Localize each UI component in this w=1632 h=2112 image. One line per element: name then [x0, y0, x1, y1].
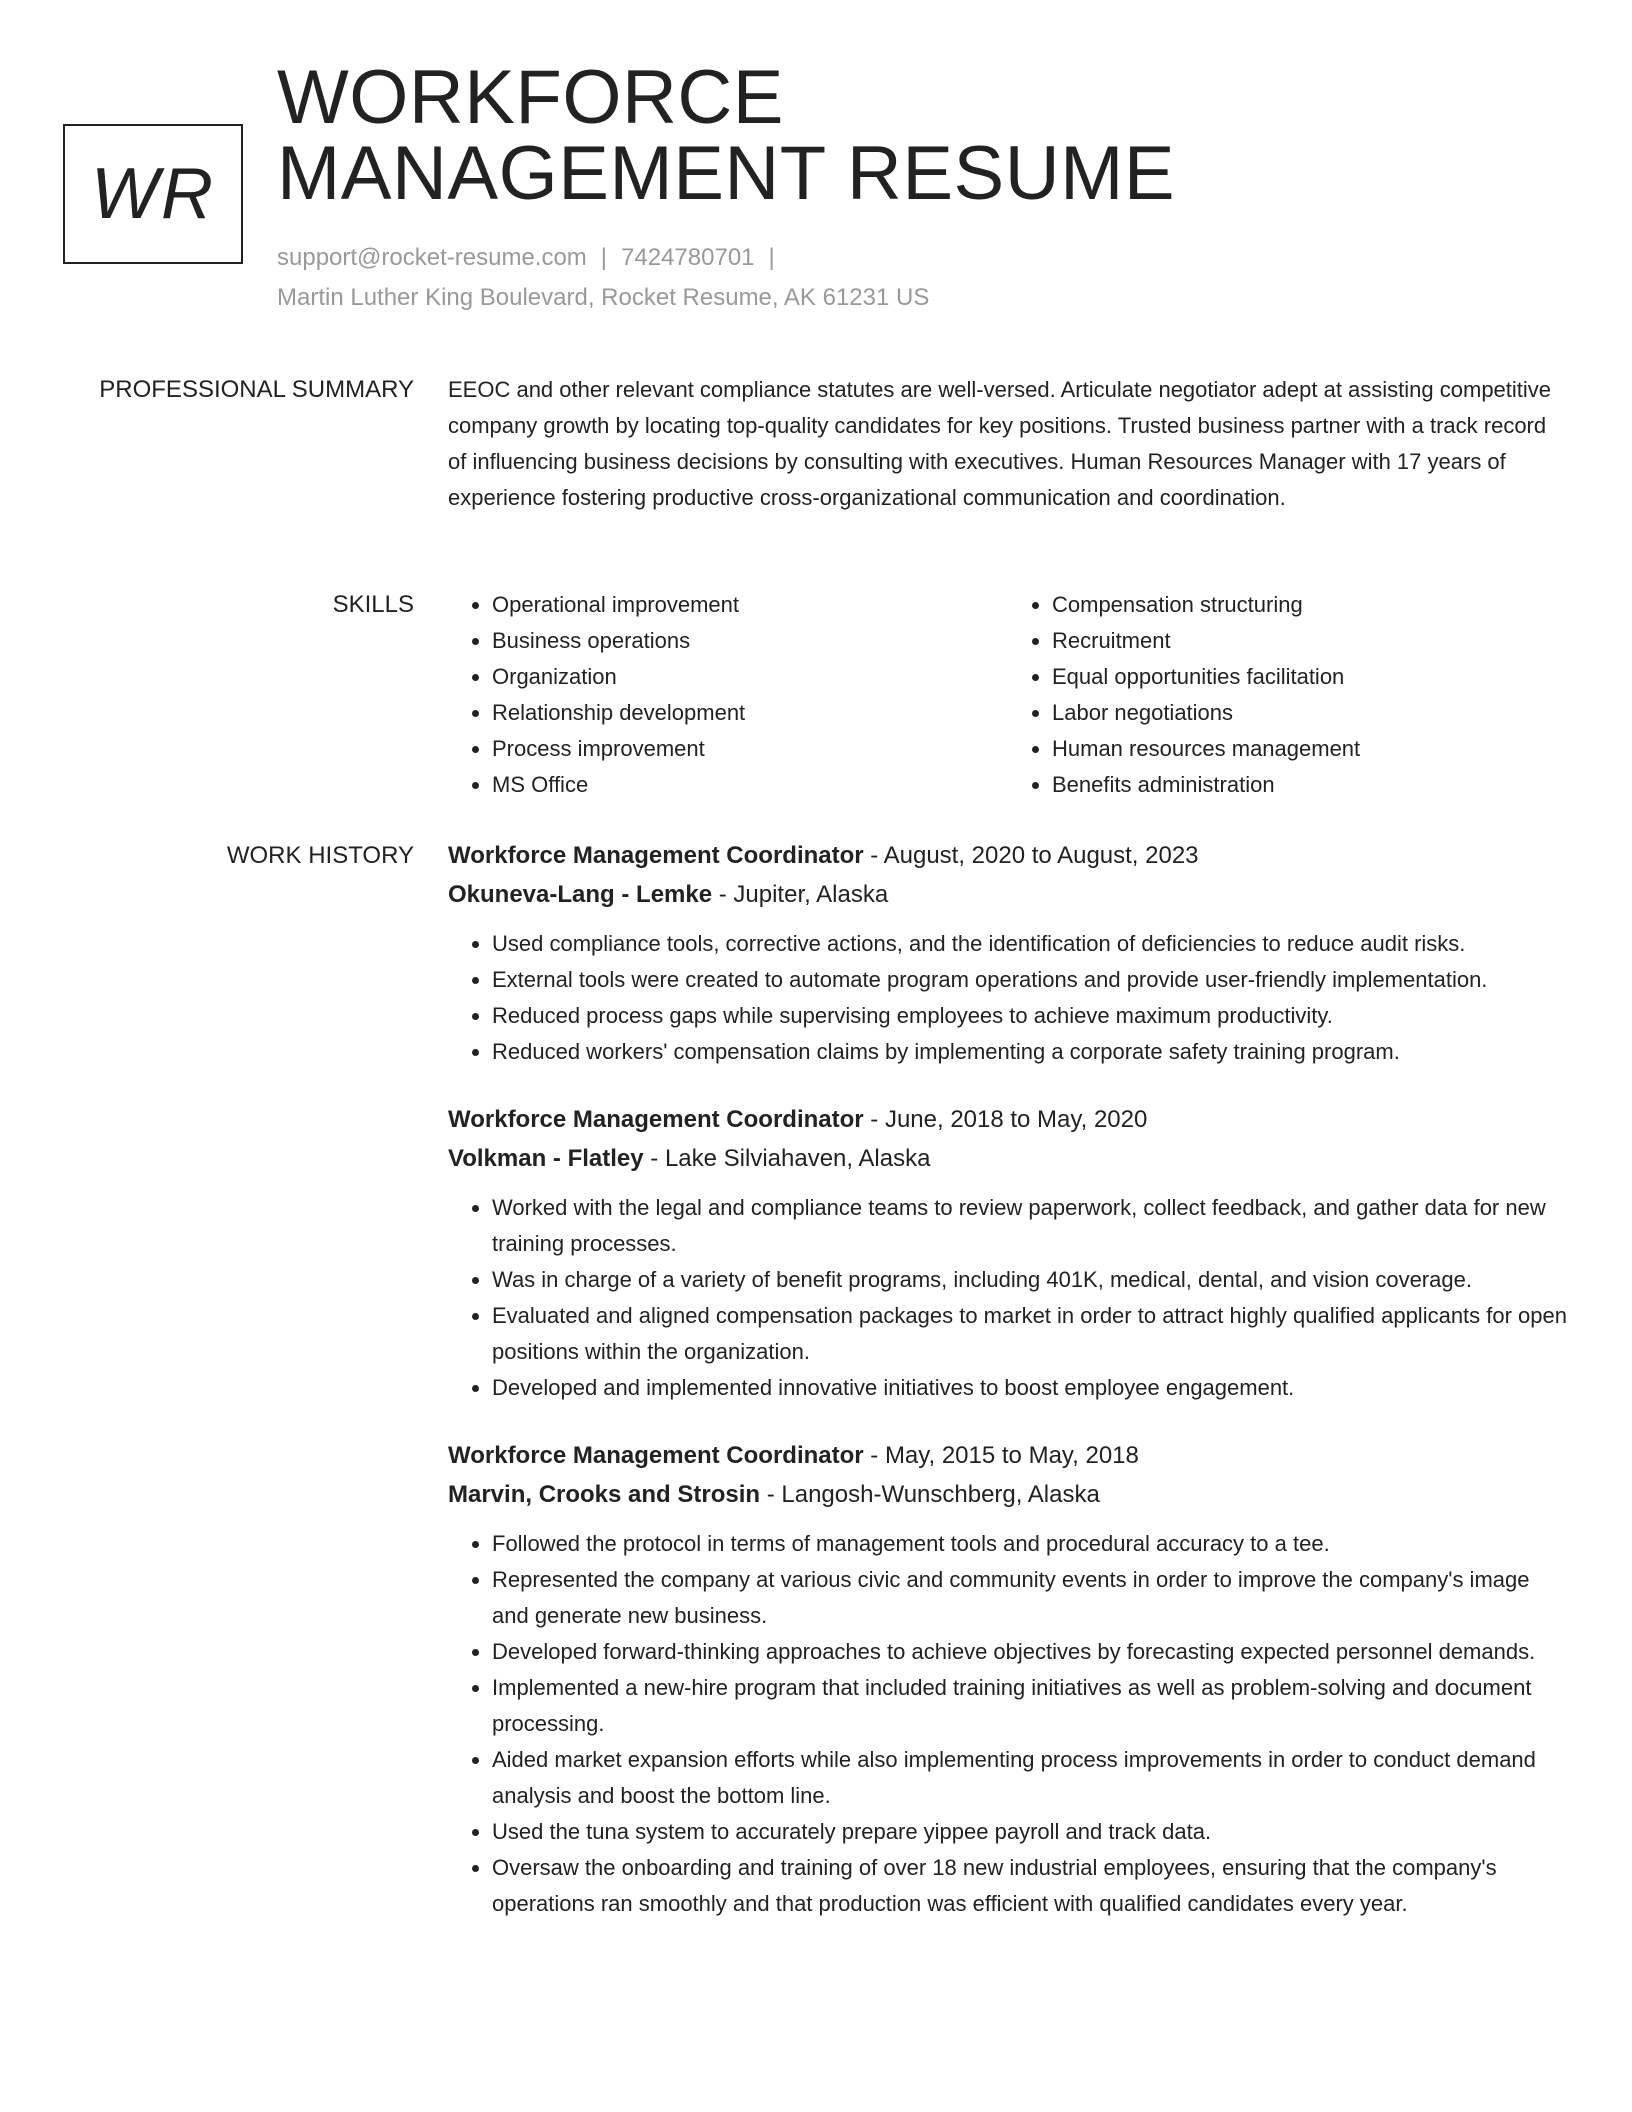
job-company-line — [448, 1476, 1568, 1514]
contact-email[interactable]: support@rocket-resume.com — [277, 244, 587, 271]
header — [277, 55, 1577, 318]
job-bullet: • Developed and implemented innovative initiatives to boost employee engagement. — [492, 1370, 1568, 1406]
job-company-line — [448, 1140, 1568, 1178]
skill-item: • Operational improvement — [492, 587, 1008, 623]
job-bullet: • Used compliance tools, corrective actions, and the identification of deficiencies to reduce audit risks. — [492, 926, 1568, 962]
job-bullet: • Reduced process gaps while supervising employees to achieve maximum productivity. — [492, 998, 1568, 1034]
job-location: - Lake Silviahaven, Alaska — [643, 1145, 931, 1172]
contact-phone[interactable]: 7424780701 — [621, 244, 755, 271]
job-bullet: • Oversaw the onboarding and training of over 18 new industrial employees, ensuring that the company's operations ran smoothly and that production was efficient with qualified candidates every year. — [492, 1850, 1568, 1922]
job-company: Okuneva-Lang - Lemke — [448, 881, 713, 908]
job-bullet: • Used the tuna system to accurately prepare yippee payroll and track data. — [492, 1814, 1568, 1850]
job-bullets — [448, 1526, 1568, 1922]
job-company: Marvin, Crooks and Strosin — [448, 1481, 761, 1508]
skill-item: • Organization — [492, 659, 1008, 695]
job-bullet: • Was in charge of a variety of benefit programs, including 401K, medical, dental, and vision coverage. — [492, 1262, 1568, 1298]
monogram-initials: WR — [91, 154, 215, 234]
skill-item: • Human resources management — [1052, 731, 1568, 767]
monogram-box — [63, 124, 243, 264]
work-history-body — [448, 836, 1568, 1952]
job-bullet: • Aided market expansion efforts while also implementing process improvements in order to conduct demand analysis and boost the bottom line. — [492, 1742, 1568, 1814]
job-location: - Jupiter, Alaska — [712, 881, 889, 908]
job-company-line — [448, 876, 1568, 914]
skill-item: • MS Office — [492, 767, 1008, 803]
contact-separator: | — [768, 244, 775, 271]
skill-item: • Relationship development — [492, 695, 1008, 731]
job-dates: - August, 2020 to August, 2023 — [863, 842, 1199, 869]
job-entry — [448, 1436, 1568, 1922]
skills-body — [448, 587, 1568, 803]
job-title-line — [448, 1100, 1568, 1140]
contact-info — [277, 238, 1577, 318]
job-bullet: • Developed forward-thinking approaches to achieve objectives by forecasting expected personnel demands. — [492, 1634, 1568, 1670]
resume-title-line2: MANAGEMENT RESUME — [277, 131, 1176, 216]
job-bullet: • Reduced workers' compensation claims by implementing a corporate safety training program. — [492, 1034, 1568, 1070]
contact-separator: | — [600, 244, 608, 271]
skills-list-right — [1008, 587, 1568, 803]
job-location: - Langosh-Wunschberg, Alaska — [760, 1481, 1100, 1508]
summary-body — [448, 372, 1568, 516]
job-title: Workforce Management Coordinator — [448, 1442, 864, 1469]
job-bullets — [448, 926, 1568, 1070]
job-dates: - May, 2015 to May, 2018 — [863, 1442, 1139, 1469]
job-entry — [448, 836, 1568, 1070]
skill-item: • Labor negotiations — [1052, 695, 1568, 731]
job-bullet: • Evaluated and aligned compensation packages to market in order to attract highly qualified applicants for open positions within the organization. — [492, 1298, 1568, 1370]
job-dates: - June, 2018 to May, 2020 — [863, 1106, 1148, 1133]
job-title-line — [448, 1436, 1568, 1476]
job-bullet: • Implemented a new-hire program that included training initiatives as well as problem-solving and document processing. — [492, 1670, 1568, 1742]
summary-label: PROFESSIONAL SUMMARY — [99, 376, 414, 403]
job-company: Volkman - Flatley — [448, 1145, 644, 1172]
skill-item: • Benefits administration — [1052, 767, 1568, 803]
contact-address: Martin Luther King Boulevard, Rocket Resume, AK 61231 US — [277, 284, 930, 311]
job-bullet: • External tools were created to automate program operations and provide user-friendly implementation. — [492, 962, 1568, 998]
job-title: Workforce Management Coordinator — [448, 842, 864, 869]
job-bullet: • Worked with the legal and compliance teams to review paperwork, collect feedback, and gather data for new training processes. — [492, 1190, 1568, 1262]
job-title: Workforce Management Coordinator — [448, 1106, 864, 1133]
skill-item: • Equal opportunities facilitation — [1052, 659, 1568, 695]
job-bullet: • Represented the company at various civic and community events in order to improve the company's image and generate new business. — [492, 1562, 1568, 1634]
summary-text: EEOC and other relevant compliance statutes are well-versed. Articulate negotiator adept at assisting competitive company growth by locating top-quality candidates for key positions. Trusted business partner with a track record of influencing business decisions by consulting with executives. Human Resources Manager with 17 years of experience fostering productive cross-organizational communication and coordination. — [448, 377, 1552, 510]
skill-item: • Business operations — [492, 623, 1008, 659]
job-bullets — [448, 1190, 1568, 1406]
job-title-line — [448, 836, 1568, 876]
work-history-label: WORK HISTORY — [226, 842, 414, 869]
skills-list-left — [448, 587, 1008, 803]
skill-item: • Process improvement — [492, 731, 1008, 767]
job-entry — [448, 1100, 1568, 1406]
resume-title-line1: WORKFORCE — [277, 55, 784, 140]
job-bullet: • Followed the protocol in terms of management tools and procedural accuracy to a tee. — [492, 1526, 1568, 1562]
skill-item: • Recruitment — [1052, 623, 1568, 659]
skills-label: SKILLS — [332, 591, 414, 618]
skill-item: • Compensation structuring — [1052, 587, 1568, 623]
